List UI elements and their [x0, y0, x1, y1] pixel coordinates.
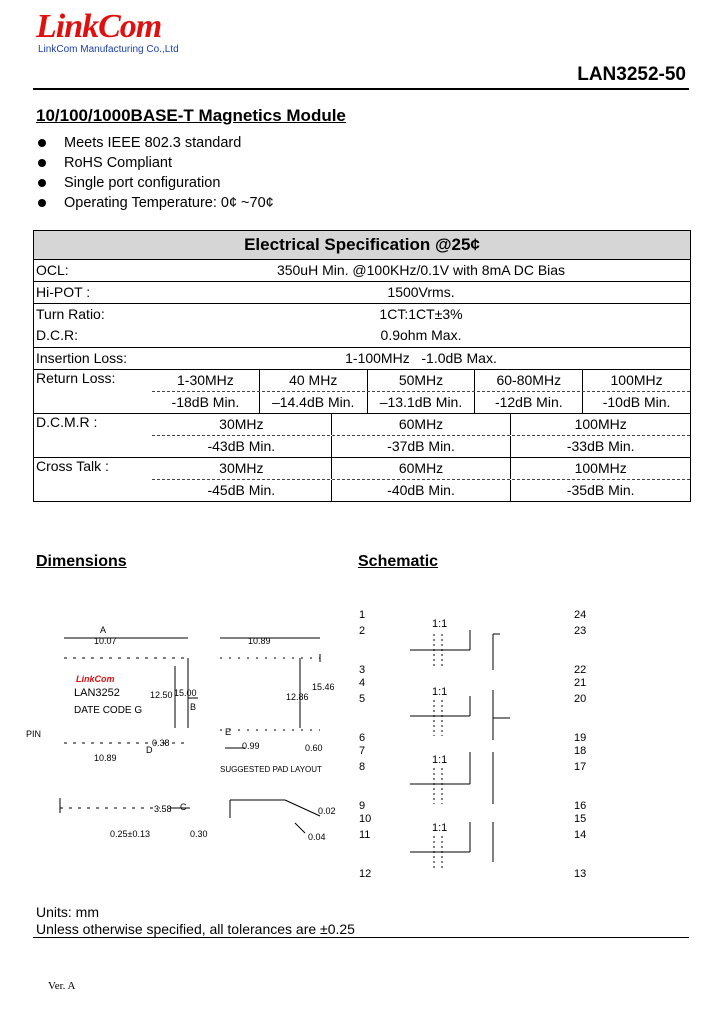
- turns-ratio-label: 1:1: [432, 754, 448, 766]
- spec-label: D.C.R:: [36, 327, 78, 343]
- feature-item: RoHS Compliant: [36, 153, 274, 173]
- spec-value: 0.9ohm Max.: [380, 327, 462, 343]
- electrical-spec-table: [33, 230, 691, 502]
- spec-value: 1500Vrms.: [387, 284, 455, 300]
- spec-value: 350uH Min. @100KHz/0.1V with 8mA DC Bias: [276, 262, 566, 278]
- crosstalk-freq: 30MHz: [219, 460, 264, 476]
- dim-value-side: 0.25±0.13: [110, 829, 150, 839]
- return-loss-value: -10dB Min.: [582, 392, 690, 413]
- feature-list: [36, 133, 274, 213]
- dcmr-value: -33dB Min.: [510, 436, 690, 457]
- spec-row-turn-dcr: [34, 304, 690, 348]
- feature-item: Single port configuration: [36, 173, 274, 193]
- dim-value-c: 3.58: [154, 804, 172, 814]
- turns-ratio-label: 1:1: [432, 686, 448, 698]
- right-pin-number: 21: [574, 677, 587, 689]
- right-pin-number: 22: [574, 664, 587, 676]
- dim-value-e1: 0.99: [242, 741, 260, 751]
- dim-label-b: B: [190, 702, 197, 712]
- left-pin-number: 1: [359, 609, 366, 621]
- version-label: Ver. A: [48, 980, 76, 992]
- left-pin-number: 7: [359, 745, 366, 757]
- spec-label: Cross Talk :: [36, 458, 109, 474]
- turns-ratio-label: 1:1: [432, 618, 448, 630]
- dim-label-d: D: [146, 745, 153, 755]
- right-pin-number: 17: [574, 761, 587, 773]
- dim-value-d: 0.38: [152, 738, 170, 748]
- spec-row-dcmr: [34, 414, 690, 458]
- spec-row-hipot: [34, 282, 690, 304]
- spec-label: Insertion Loss:: [36, 350, 128, 366]
- date-code-text: DATE CODE G: [74, 705, 143, 716]
- spec-header: Electrical Specification @25¢: [34, 231, 690, 260]
- dim-value-pad-w: 10.89: [248, 636, 271, 646]
- dim-value-a: 10.07: [94, 636, 117, 646]
- transformer-channel-3: [410, 752, 493, 804]
- dim-value-bottom-w: 10.89: [94, 753, 117, 763]
- company-name: LinkCom Manufacturing Co.,Ltd: [38, 44, 179, 55]
- spec-value: 1CT:1CT±3%: [379, 306, 463, 322]
- dim-label-a: A: [100, 625, 107, 635]
- crosstalk-value: -40dB Min.: [331, 480, 511, 501]
- chip-part-text: LAN3252: [74, 687, 120, 699]
- return-loss-value: –14.4dB Min.: [259, 392, 367, 413]
- dim-value-pad-h1: 15.46: [312, 682, 335, 692]
- dim-value-lead2: 0.04: [308, 832, 326, 842]
- dim-label-e: E: [225, 727, 232, 737]
- turns-ratio-label: 1:1: [432, 822, 448, 834]
- crosstalk-value: -35dB Min.: [510, 480, 690, 501]
- left-pin-number: 12: [359, 868, 372, 880]
- return-loss-value: -12dB Min.: [474, 392, 582, 413]
- dimensions-drawing: [20, 618, 340, 848]
- schematic-heading: Schematic: [358, 553, 439, 570]
- crosstalk-freq: 60MHz: [331, 458, 511, 479]
- pin-label: PIN: [26, 729, 42, 739]
- left-pin-number: 9: [359, 800, 366, 812]
- spec-row-crosstalk: [34, 458, 690, 501]
- header-divider: [33, 88, 689, 90]
- pad-layout-label: SUGGESTED PAD LAYOUT: [220, 765, 322, 774]
- right-pin-number: 18: [574, 745, 587, 757]
- right-pin-number: 20: [574, 693, 587, 705]
- crosstalk-freq: 100MHz: [510, 458, 690, 479]
- dim-value-b1: 12.50: [150, 690, 173, 700]
- return-loss-freq: 1-30MHz: [177, 372, 234, 388]
- footer-divider: [33, 937, 689, 938]
- right-pin-number: 19: [574, 732, 587, 744]
- dcmr-freq: 60MHz: [331, 414, 511, 435]
- feature-item: Meets IEEE 802.3 standard: [36, 133, 274, 153]
- left-pin-number: 11: [359, 829, 371, 841]
- transformer-channel-4: [410, 822, 493, 870]
- dim-value-e2: 0.60: [305, 743, 323, 753]
- tolerance-note: Unless otherwise specified, all tolerances are ±0.25: [36, 921, 355, 937]
- chip-logo-text: LinkCom: [76, 674, 115, 684]
- spec-label: D.C.M.R :: [36, 414, 98, 430]
- schematic-drawing: [350, 600, 590, 885]
- right-pin-number: 24: [574, 609, 587, 621]
- left-pin-number: 10: [359, 813, 372, 825]
- left-pin-number: 3: [359, 664, 366, 676]
- left-pin-number: 4: [359, 677, 366, 689]
- spec-label: OCL:: [36, 262, 69, 278]
- dim-value-lead3: 0.02: [318, 806, 336, 816]
- units-note: Units: mm: [36, 904, 99, 920]
- transformer-channel-2: [410, 690, 510, 740]
- return-loss-value: -18dB Min.: [171, 394, 240, 410]
- return-loss-freq: 100MHz: [582, 370, 690, 391]
- notes: [36, 904, 355, 938]
- spec-label: Hi-POT :: [36, 284, 91, 300]
- left-pin-number: 2: [359, 625, 366, 637]
- dim-value-lead1: 0.30: [190, 829, 208, 839]
- right-pin-number: 23: [574, 625, 587, 637]
- spec-row-ocl: [34, 260, 690, 282]
- spec-label: Return Loss:: [36, 370, 116, 386]
- company-logo: LinkCom: [36, 8, 162, 45]
- spec-value: 1-100MHz -1.0dB Max.: [345, 350, 497, 366]
- dimensions-heading: Dimensions: [36, 553, 127, 570]
- right-pin-number: 14: [574, 829, 587, 841]
- dim-label-c: C: [180, 802, 187, 812]
- spec-label: Turn Ratio:: [36, 306, 105, 322]
- dim-value-b2: 15.00: [174, 688, 197, 698]
- part-number: LAN3252-50: [577, 64, 686, 85]
- dcmr-freq: 100MHz: [510, 414, 690, 435]
- left-pin-number: 5: [359, 693, 366, 705]
- transformer-symbols: [410, 630, 510, 870]
- dim-value-pad-h2: 12.86: [286, 692, 309, 702]
- dcmr-value: -37dB Min.: [331, 436, 511, 457]
- right-pin-number: 13: [574, 868, 587, 880]
- transformer-channel-1: [410, 630, 500, 670]
- return-loss-freq: 60-80MHz: [474, 370, 582, 391]
- left-pin-number: 8: [359, 761, 366, 773]
- return-loss-freq: 50MHz: [367, 370, 475, 391]
- return-loss-value: –13.1dB Min.: [367, 392, 475, 413]
- product-title: 10/100/1000BASE-T Magnetics Module: [36, 106, 346, 125]
- spec-row-insertion-loss: [34, 348, 690, 370]
- spec-row-return-loss: [34, 370, 690, 414]
- right-pin-number: 15: [574, 813, 587, 825]
- feature-item: Operating Temperature: 0¢ ~70¢: [36, 193, 274, 213]
- left-pin-number: 6: [359, 732, 366, 744]
- dcmr-value: -43dB Min.: [207, 438, 276, 454]
- dcmr-freq: 30MHz: [219, 416, 264, 432]
- right-pin-number: 16: [574, 800, 587, 812]
- return-loss-freq: 40 MHz: [259, 370, 367, 391]
- crosstalk-value: -45dB Min.: [207, 482, 276, 498]
